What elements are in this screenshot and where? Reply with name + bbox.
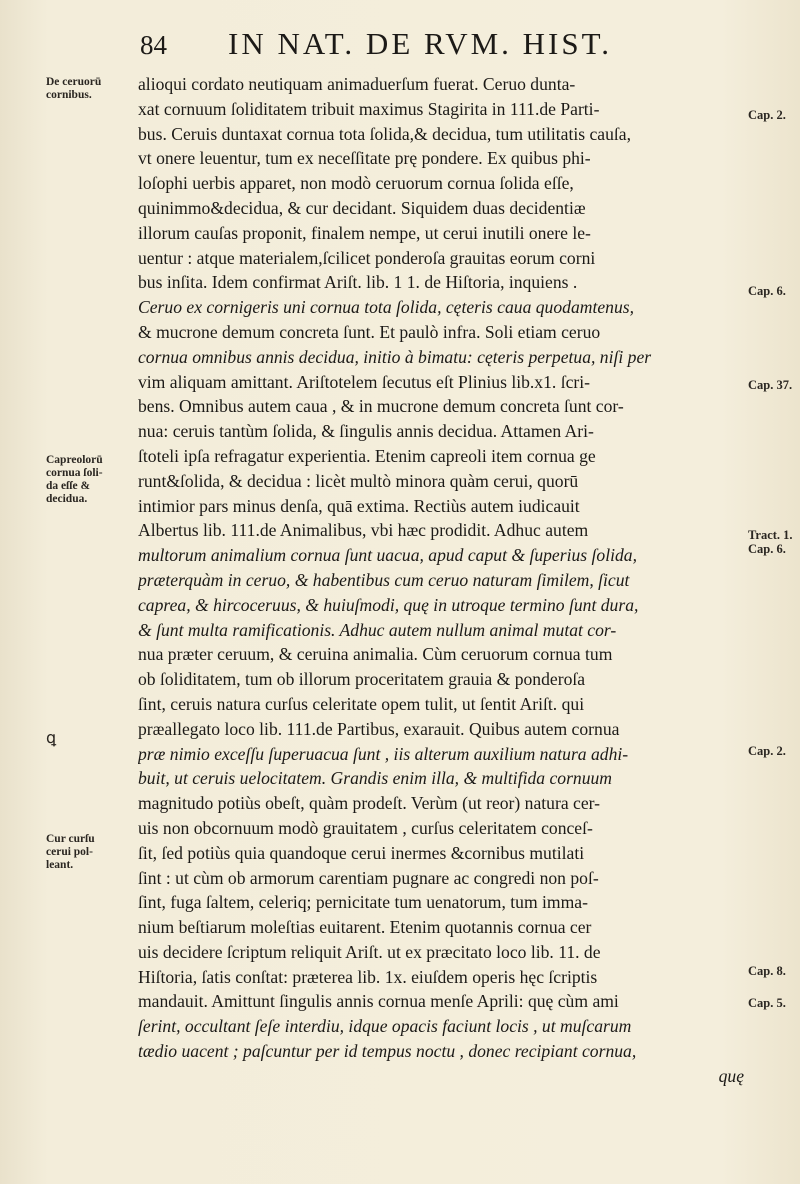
text-line: uis decidere ſcriptum reliquit Ariſt. ut ex præcitato loco lib. 11. de (138, 941, 601, 962)
text-line: buit, ut ceruis uelocitatem. Grandis enim illa, & multifida cornuum (138, 768, 613, 789)
margin-ref: Cap. 37. (748, 378, 793, 392)
text-line: intimior pars minus denſa, quā extima. Rectiùs autem iudicauit (138, 495, 580, 516)
text-line: præ nimio exceſſu ſuperuacua ſunt , iis alterum auxilium natura adhi- (138, 743, 629, 764)
margin-note-line: cerui pol- (46, 846, 93, 858)
text-line: Hiſtoria, ſatis conſtat: præterea lib. 1x. eiuſdem operis hęc ſcriptis (138, 966, 598, 987)
text-line: nua: ceruis tantùm ſolida, & ſingulis annis decidua. Attamen Ari- (138, 421, 594, 442)
text-line: Ceruo ex cornigeris uni cornua tota ſolida, cęteris caua quodamtenus, (138, 297, 634, 318)
margin-note-line: cornibus. (46, 89, 92, 101)
text-line: ſtoteli ipſa refragatur experientia. Etenim capreoli item cornua ge (138, 445, 596, 466)
catchword: quę (718, 1066, 744, 1086)
margin-note-line: cornua ſoli- (46, 467, 103, 479)
margin-ref: Cap. 2. (748, 744, 786, 758)
text-line: vim aliquam amittant. Ariſtotelem ſecutus eſt Plinius lib.x1. ſcri- (138, 371, 590, 392)
margin-mark (46, 732, 134, 745)
text-line: nium beſtiarum moleſtias euitarent. Etenim quotannis cornua cer (138, 917, 592, 938)
text-line: ſint, ceruis natura curſus celeritate opem tulit, ut ſentit Ariſt. qui (138, 693, 585, 714)
margin-ref: Tract. 1. (748, 528, 793, 542)
text-line: nua præter ceruum, & ceruina animalia. Cùm ceruorum cornua tum (138, 644, 613, 665)
text-line: præallegato loco lib. 111.de Partibus, exarauit. Quibus autem cornua (138, 718, 620, 739)
margin-note-line: Capreolorū (46, 454, 103, 466)
text-line: caprea, & hircoceruus, & huiuſmodi, quę in utroque termino ſunt dura, (138, 594, 639, 615)
text-line: ſint, fuga ſaltem, celeriq; pernicitate tum uenatorum, tum imma- (138, 892, 588, 913)
text-line: ſit, ſed potiùs quia quandoque cerui inermes &cornibus mutilati (138, 842, 585, 863)
text-line: tædio uacent ; paſcuntur per id tempus noctu , donec recipiant cornua, (138, 1041, 637, 1062)
text-line: ſerint, occultant ſeſe interdiu, idque opacis faciunt locis , ut muſcarum (138, 1016, 632, 1037)
margin-ref: Cap. 2. (748, 108, 786, 122)
text-line: quinimmo&decidua, & cur decidant. Siquidem duas decidentiæ (138, 197, 586, 218)
text-line: magnitudo potiùs obeſt, quàm prodeſt. Verùm (ut reor) natura cer- (138, 793, 601, 814)
text-line: ſint : ut cùm ob armorum carentiam pugnare ac congredi non poſ- (138, 867, 599, 888)
margin-ref: Cap. 8. (748, 964, 786, 978)
margin-note-ceruorum (46, 76, 134, 102)
text-line: & mucrone demum concreta ſunt. Et paulò infra. Soli etiam ceruo (138, 321, 601, 342)
text-line: vt onere leuentur, tum ex neceſſitate prę pondere. Ex quibus phi- (138, 148, 591, 169)
margin-ref: Cap. 6. (748, 542, 786, 556)
text-line: illorum cauſas proponit, finalem nempe, ut cerui inutili onere le- (138, 222, 591, 243)
text-line: & ſunt multa ramificationis. Adhuc autem nullum animal mutat cor- (138, 619, 617, 640)
page-title: IN NAT. DE RVM. HIST. (228, 26, 612, 61)
margin-note-line: leant. (46, 859, 74, 871)
text-line: runt&ſolida, & decidua : licèt multò minora quàm cerui, quorū (138, 470, 579, 491)
text-line: bens. Omnibus autem caua , & in mucrone demum concreta ſunt cor- (138, 396, 624, 417)
margin-note-line: decidua. (46, 493, 88, 505)
page-number: 84 (140, 30, 167, 60)
margin-note-line: da eſſe & (46, 480, 91, 492)
running-head (140, 26, 740, 66)
text-line: præterquàm in ceruo, & habentibus cum ceruo naturam ſimilem, ſicut (138, 569, 630, 590)
margin-note-capreolorum (46, 454, 134, 506)
text-line: alioqui cordato neutiquam animaduerſum fuerat. Ceruo dunta- (138, 74, 576, 94)
text-line: Albertus lib. 111.de Animalibus, vbi hæc prodidit. Adhuc autem (138, 520, 589, 541)
margin-note-line: De ceruorū (46, 76, 102, 88)
margin-note-line: Cur curſu (46, 833, 95, 845)
text-line: cornua omnibus annis decidua, initio à bimatu: cęteris perpetua, niſi per (138, 346, 652, 367)
body-text (138, 72, 744, 1064)
text-line: uis non obcornuum modò grauitatem , curſus celeritatem conceſ- (138, 817, 593, 838)
text-line: xat cornuum ſoliditatem tribuit maximus Stagirita in 111.de Parti- (138, 98, 600, 119)
text-line: uentur : atque materialem,ſcilicet ponderoſa grauitas eorum corni (138, 247, 596, 268)
margin-note-cur-cursu (46, 833, 134, 872)
text-line: ob ſoliditatem, tum ob illorum proceritatem grauia & ponderoſa (138, 669, 586, 690)
text-line: bus inſita. Idem confirmat Ariſt. lib. 1 1. de Hiſtoria, inquiens . (138, 272, 578, 293)
text-line: multorum animalium cornua ſunt uacua, apud caput & ſuperius ſolida, (138, 545, 637, 566)
margin-ref-tract (748, 528, 798, 556)
margin-ref: Cap. 5. (748, 996, 786, 1010)
text-line: bus. Ceruis duntaxat cornua tota ſolida,& decidua, tum utilitatis cauſa, (138, 123, 631, 144)
margin-note-line: ꝗ (46, 730, 57, 747)
margin-ref: Cap. 6. (748, 284, 786, 298)
text-line: loſophi uerbis apparet, non modò ceruorum cornua ſolida eſſe, (138, 173, 574, 194)
text-line: mandauit. Amittunt ſingulis annis cornua menſe Aprili: quę cùm ami (138, 991, 619, 1012)
